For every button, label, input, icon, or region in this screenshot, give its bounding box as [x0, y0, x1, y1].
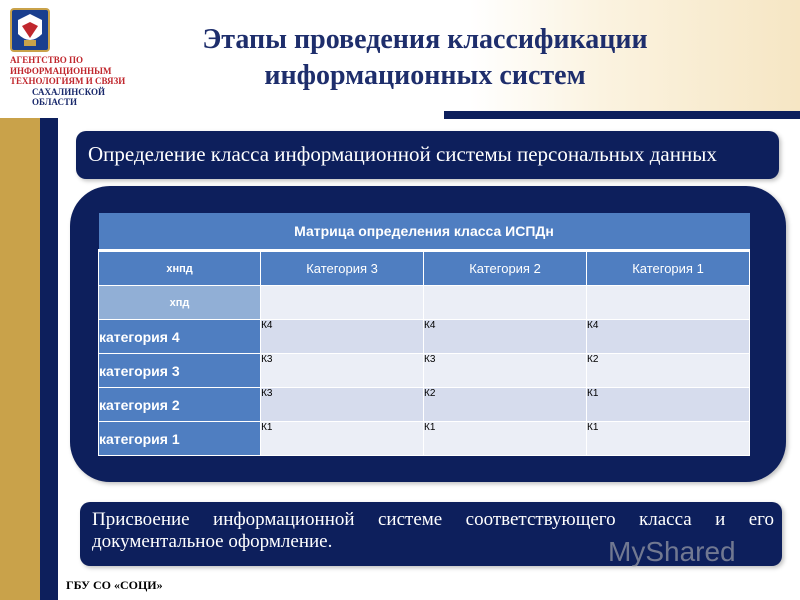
watermark: MyShared [608, 536, 736, 567]
matrix-row-label: категория 1 [99, 422, 261, 456]
matrix-row-label: категория 2 [99, 388, 261, 422]
matrix-caption: Матрица определения класса ИСПДн [99, 213, 750, 251]
matrix-cell: К4 [587, 320, 750, 354]
matrix-column-header: Категория 3 [261, 251, 424, 286]
table-row [99, 354, 750, 388]
slide-title-line-2: информационных систем [264, 60, 586, 91]
matrix-cell: К3 [261, 354, 424, 388]
slide-title-line-1: Этапы проведения классификации [202, 24, 648, 55]
agency-line-5: ОБЛАСТИ [32, 97, 77, 107]
matrix-cell: К3 [424, 354, 587, 388]
matrix-cell: К4 [424, 320, 587, 354]
agency-line-2: ИНФОРМАЦИОННЫМ [10, 65, 112, 76]
matrix-row-label: категория 3 [99, 354, 261, 388]
step-assignment-text: Присвоение информационной системе соответствующего класса и его документальное оформление. [92, 509, 774, 552]
slide-title [170, 22, 680, 94]
agency-name [10, 55, 145, 108]
table-row [99, 320, 750, 354]
matrix-cell [424, 286, 587, 320]
matrix-cell: К2 [587, 354, 750, 388]
agency-line-4: САХАЛИНСКОЙ [32, 86, 106, 97]
left-navy-stripe [40, 118, 58, 600]
matrix-subheader: хпд [99, 286, 261, 320]
matrix-column-header: Категория 1 [587, 251, 750, 286]
matrix-cell: К1 [587, 422, 750, 456]
agency-line-3: ТЕХНОЛОГИЯМ И СВЯЗИ [10, 76, 126, 86]
matrix-cell: К4 [261, 320, 424, 354]
matrix-corner-label: хнпд [99, 251, 261, 286]
matrix-cell [587, 286, 750, 320]
matrix-cell: К1 [424, 422, 587, 456]
matrix-cell [261, 286, 424, 320]
step-definition-text: Определение класса информационной системы персональных данных [88, 142, 717, 166]
ispdn-class-matrix [98, 213, 750, 456]
left-gold-stripe [0, 118, 40, 600]
agency-line-1: АГЕНТСТВО ПО [10, 55, 83, 65]
step-definition-box [76, 131, 779, 179]
header-divider-bar [444, 111, 800, 119]
table-row [99, 422, 750, 456]
matrix-cell: К1 [587, 388, 750, 422]
matrix-cell: К1 [261, 422, 424, 456]
matrix-cell: К2 [424, 388, 587, 422]
footer-organization: ГБУ СО «СОЦИ» [66, 578, 163, 592]
matrix-cell: К3 [261, 388, 424, 422]
table-row [99, 388, 750, 422]
matrix-column-header: Категория 2 [424, 251, 587, 286]
matrix-row-label: категория 4 [99, 320, 261, 354]
coat-of-arms-icon [10, 8, 50, 52]
